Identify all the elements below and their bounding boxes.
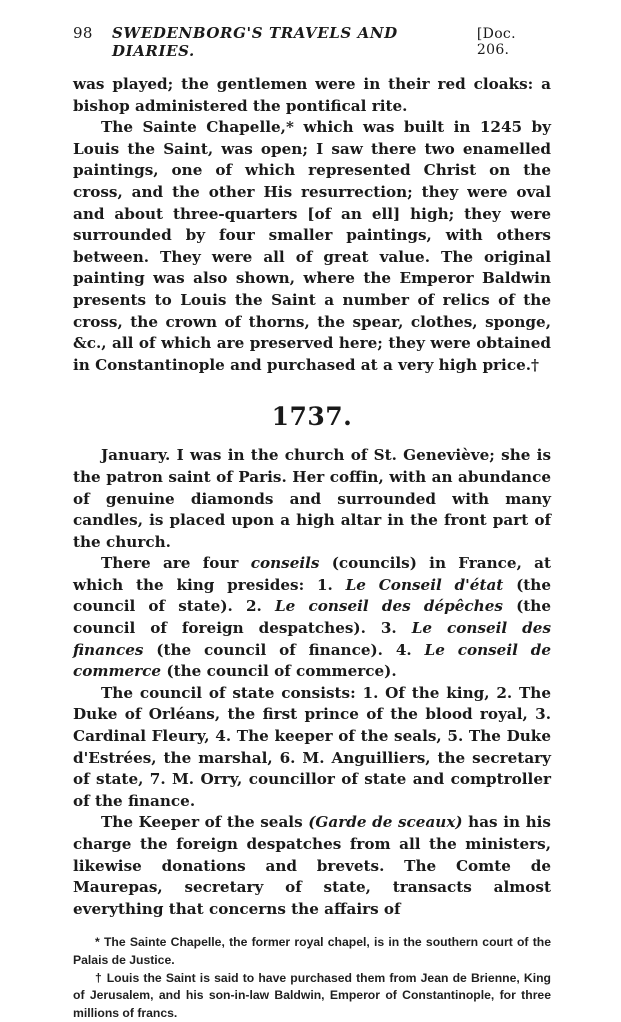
footnote-dagger: † Louis the Saint is said to have purchased them from Jean de Brienne, King of Jerusalem, and his son-in-law Baldwin, Emperor of Constantinople, for three millions of francs. [73, 970, 551, 1020]
paragraph-text: The Sainte Chapelle,* which was built in 1245 by Louis the Saint, was open; I saw there two enamelled paintings, one of which represented Christ on the cross, and the other His resurrection; they were oval and about three-quarters [of an ell] high; they were surrounded by four smaller paintings, with others between. They were all of great value. The original painting was also shown, where the Emperor Baldwin presents to Louis the Saint a number of relics of the cross, the crown of thorns, the spear, clothes, sponge, &c., all of which are preserved here; they were obtained in Constantinople and purchased at a very high price. [73, 118, 551, 374]
running-title: SWEDENBORG'S TRAVELS AND DIARIES. [111, 24, 398, 60]
page-number: 98 [73, 24, 93, 42]
text-run: (the council of foreign despatches). 3. [73, 597, 551, 638]
italic-term: conseils [250, 554, 320, 573]
text-run: (the council of commerce). [161, 662, 397, 681]
text-run: (the council of state). 2. [73, 575, 551, 616]
paragraph-keeper-of-seals [73, 812, 551, 920]
running-head [73, 24, 551, 60]
italic-term: Le Conseil d'état [345, 575, 504, 594]
book-page [73, 24, 551, 1022]
italic-term: Le conseil de commerce [73, 640, 551, 681]
text-run: has in his charge the foreign despatches from all the ministers, likewise donations and brevets. The Comte de Maurepas, secretary of state, transacts almost everything that concerns the affairs of [73, 813, 551, 918]
footnote-asterisk: * The Sainte Chapelle, the former royal chapel, is in the southern court of the Palais de Justice. [73, 935, 551, 967]
text-run: There are four [101, 554, 251, 573]
italic-term: Le conseil des finances [73, 619, 552, 659]
paragraph-continuation: was played; the gentlemen were in their red cloaks: a bishop administered the pontifical rite. [73, 75, 551, 115]
italic-term: (Garde de sceaux) [308, 813, 463, 832]
document-reference: [Doc. 206. [476, 26, 516, 58]
paragraph-january: January. I was in the church of St. Geneviève; she is the patron saint of Paris. Her coffin, with an abundance of genuine diamonds and surrounded with many candles, is placed upon a high altar in the front part of the church. [73, 446, 551, 551]
footnotes [73, 934, 551, 1022]
italic-term: Le conseil des dépêches [275, 597, 503, 616]
paragraph-council-of-state: The council of state consists: 1. Of the king, 2. The Duke of Orléans, the first prince of the blood royal, 3. Cardinal Fleury, 4. The keeper of the seals, 5. The Duke d'Estrées, the marshal, 6. M. Anguilliers, the secretary of state, 7. M. Orry, councillor of state and comptroller of the finance. [73, 683, 551, 810]
text-run: The Keeper of the seals [101, 813, 309, 832]
paragraph-councils [73, 553, 551, 683]
text-run: (councils) in France, at which the king presides: 1. [73, 554, 551, 594]
main-text [73, 74, 551, 920]
text-run: (the council of finance). 4. [143, 640, 425, 659]
paragraph-sainte-chapelle [73, 117, 551, 376]
year-heading: 1737. [271, 402, 353, 432]
dagger-footnote-marker: † [531, 355, 539, 374]
